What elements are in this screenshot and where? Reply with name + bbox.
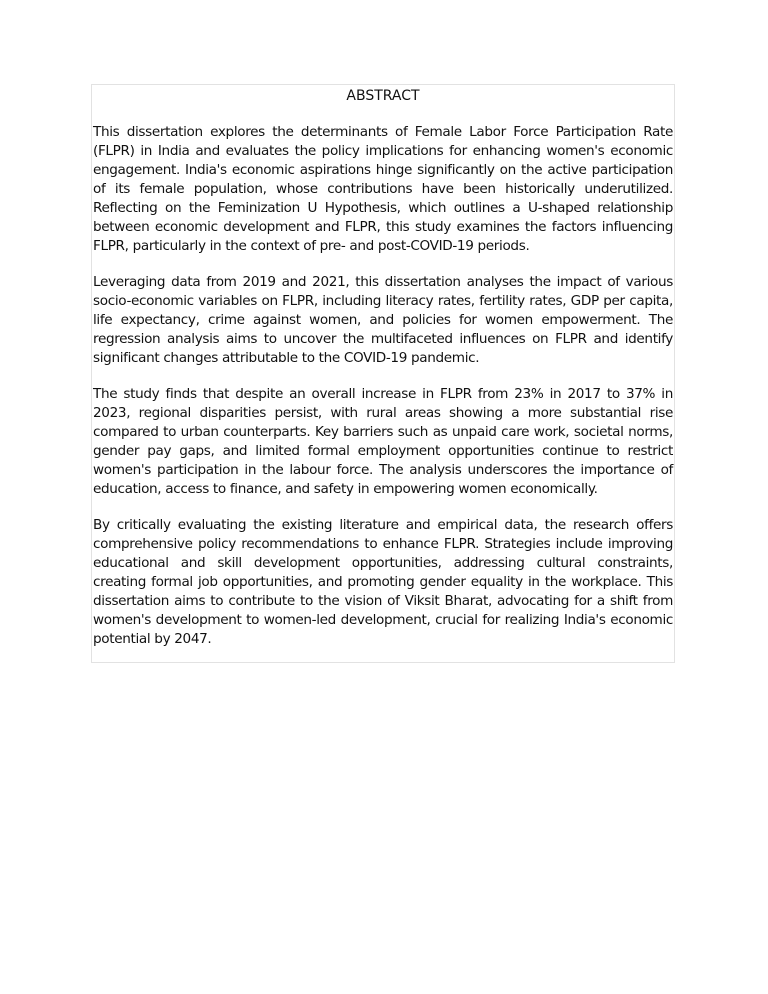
abstract-heading: ABSTRACT xyxy=(346,88,420,104)
abstract-paragraph-4: By critically evaluating the existing literature and empirical data, the research offers comprehensive policy recommendations to enhance FLPR. Strategies include improving educational and skill development opportunities, addressing cultural constraints, creating formal job opportunities, and promoting gender equality in the workplace. This dissertation aims to contribute to the vision of Viksit Bharat, advocating for a shift from women's development to women-led development, crucial for realizing India's economic potential by 2047. xyxy=(93,517,673,647)
abstract-section xyxy=(91,84,675,663)
abstract-paragraph-2: Leveraging data from 2019 and 2021, this dissertation analyses the impact of various socio-economic variables on FLPR, including literacy rates, fertility rates, GDP per capita, life expectancy, crime against women, and policies for women empowerment. The regression analysis aims to uncover the multifaceted influences on FLPR and identify significant changes attributable to the COVID-19 pandemic. xyxy=(93,274,673,366)
abstract-paragraph-1: This dissertation explores the determinants of Female Labor Force Participation Rate (FLPR) in India and evaluates the policy implications for enhancing women's economic engagement. India's economic aspirations hinge significantly on the active participation of its female population, whose contributions have been historically underutilized. Reflecting on the Feminization U Hypothesis, which outlines a U-shaped relationship between economic development and FLPR, this study examines the factors influencing FLPR, particularly in the context of pre- and post-COVID-19 periods. xyxy=(93,124,673,254)
abstract-paragraph-3: The study finds that despite an overall increase in FLPR from 23% in 2017 to 37% in 2023, regional disparities persist, with rural areas showing a more substantial rise compared to urban counterparts. Key barriers such as unpaid care work, societal norms, gender pay gaps, and limited formal employment opportunities continue to restrict women's participation in the labour force. The analysis underscores the importance of education, access to finance, and safety in empowering women economically. xyxy=(93,386,673,497)
